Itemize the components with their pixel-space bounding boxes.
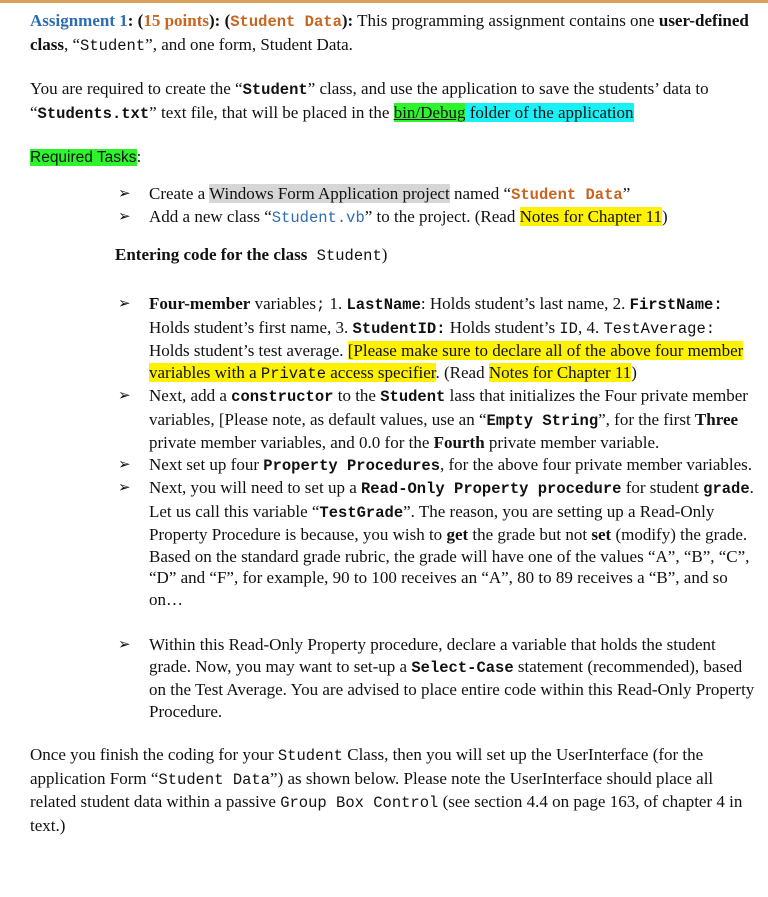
intro-class: Student: [242, 81, 308, 99]
private-specifier-highlight: [Please make sure to declare all of the above four member variables with a Private access specifier: [149, 341, 744, 383]
task-list: [30, 183, 755, 230]
required-tasks-label: Required Tasks: [30, 149, 137, 166]
bullet-select-case: ➢ Within this Read-Only Property procedure, declare a variable that holds the student grade. Now, you may want to set-up a Select-Case statement (recommended), based on the Test Average. You are advised to place entire code within this Read-Only Property Procedure.: [118, 635, 755, 721]
intro-file: Students.txt: [37, 104, 150, 123]
arrow-bullet-icon: ➢: [118, 207, 131, 225]
project-name: Student Data: [511, 185, 623, 204]
entering-code-heading: Entering code for the class Student): [115, 244, 388, 265]
bin-debug-highlight: bin/Debug: [393, 102, 466, 122]
assignment-class: Student: [80, 36, 146, 55]
required-tasks-heading: [30, 146, 755, 169]
folder-highlight: folder of the application: [465, 102, 634, 122]
document-page: [30, 10, 755, 836]
intro-paragraph: [30, 78, 755, 125]
closing-paragraph: Once you finish the coding for your Student Class, then you will set up the UserInterface (for the application Form “Student Data”) as shown below. Please note the UserInterface should place all related student data within a passive Group Box Control (see section 4.4 on page 163, of chapter 4 in text.): [30, 745, 743, 835]
assignment-desc1: This programming assignment contains one: [357, 11, 655, 30]
top-rule: [0, 0, 768, 3]
udc-label: user-defined class: [30, 11, 749, 54]
windows-form-highlight: Windows Form Application project: [209, 183, 450, 203]
arrow-bullet-icon: ➢: [118, 454, 131, 473]
assignment-label: Assignment 1: [30, 11, 128, 30]
bullet-member-variables: ➢ Four-member variables; 1. LastName: Holds student’s last name, 2. FirstName: Holds student’s first name, 3. StudentID: Holds student’s ID, 4. TestAverage: Holds student’s test average. [Please make sure to declare all of the above four member variables with a Private access specifier. (Read Notes for Chapter 11): [118, 294, 744, 383]
assignment-points: 15 points: [143, 11, 210, 30]
intro-text-1: You are required to create the “: [30, 79, 243, 98]
bullet-constructor: ➢ Next, add a constructor to the Student lass that initializes the Four private member variables, [Please note, as default values, use an “Empty String”, for the first Three private member variables, and 0.0 for the Fourth private member variable.: [118, 386, 748, 452]
assignment-name: Student Data: [230, 13, 342, 31]
arrow-bullet-icon: ➢: [118, 635, 131, 653]
bullet-read-only-property: ➢ Next, you will need to set up a Read-Only Property procedure for student grade. Let us call this variable “TestGrade”. The reason, you are setting up a Read-Only Property Procedure is because, you wish to get the grade but not set (modify) the grade. Based on the standard grade rubric, the grade will have one of the values “A”, “B”, “C”, “D” and “F”, for example, 90 to 100 receives an “A”, 80 to 89 receives a “B”, and so on…: [118, 478, 754, 609]
entering-bold: Entering code for the class: [115, 244, 308, 264]
class-file-name: Student.vb: [271, 209, 365, 227]
notes-highlight: Notes for Chapter 11: [519, 207, 663, 226]
arrow-bullet-icon: ➢: [118, 386, 131, 404]
task-item: ➢ Add a new class “Student.vb” to the project. (Read Notes for Chapter 11): [118, 207, 668, 227]
assignment-heading: Assignment 1: (15 points): (Student Data): This programming assignment contains one user-defined class, “Student”, and one form, Student Data.: [30, 11, 749, 55]
required-tasks-colon: :: [136, 147, 142, 166]
code-bullet-list-2: [30, 634, 755, 722]
arrow-bullet-icon: ➢: [118, 478, 131, 496]
arrow-bullet-icon: ➢: [118, 294, 131, 312]
arrow-bullet-icon: ➢: [118, 183, 131, 202]
notes-highlight: Notes for Chapter 11: [488, 362, 632, 382]
code-bullet-list: [30, 293, 755, 610]
intro-text-3: ” text file, that will be placed in the: [149, 102, 394, 122]
bullet-property-procedures: ➢ Next set up four Property Procedures, for the above four private member variables.: [118, 454, 753, 475]
assignment-desc2: and one form, Student Data.: [161, 34, 353, 54]
intro-text-2: ” class, and use the application to save the students’ data to “: [30, 79, 709, 122]
task-item: ➢ Create a Windows Form Application project named “Student Data”: [118, 183, 631, 204]
entering-mono: Student: [307, 246, 382, 265]
